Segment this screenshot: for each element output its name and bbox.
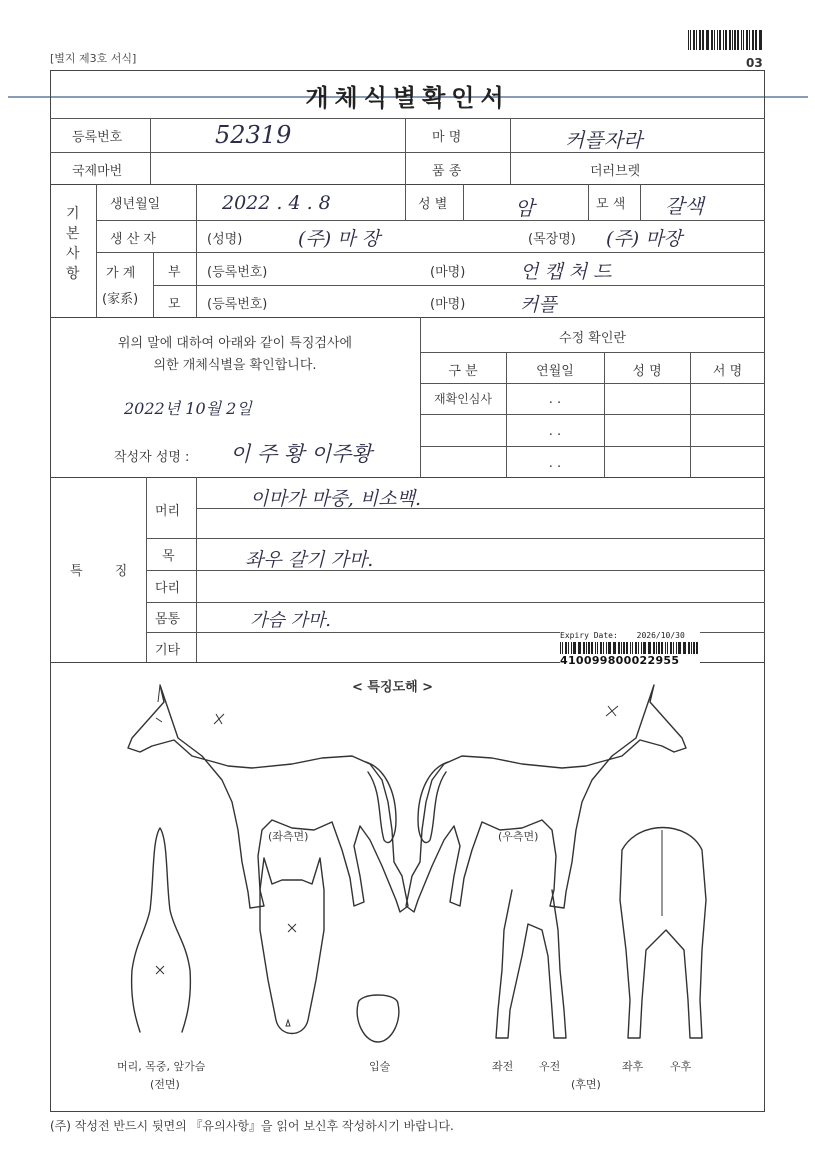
sire-name-value: 언 캡 처 드: [520, 261, 612, 283]
barcode-bar: [623, 642, 624, 654]
barcode-bar: [693, 642, 694, 654]
barcode-bar: [661, 642, 663, 654]
dam-registration-label: (등록번호): [207, 297, 268, 312]
pedigree-label: 가 계: [106, 266, 136, 281]
expiry-value: 2026/10/30: [636, 631, 685, 640]
barcode-bar: [706, 30, 707, 50]
horse-front-legs-view: [496, 890, 566, 1038]
sire-label: 부: [168, 265, 181, 280]
barcode-bar: [711, 30, 713, 50]
horse-diagram: [52, 680, 763, 1100]
barcode-bar: [690, 30, 691, 50]
barcode-bar: [560, 642, 561, 654]
barcode-bar: [755, 30, 757, 50]
head-label: 머리: [155, 504, 181, 519]
statement-line-2: 의한 개체식별을 확인합니다.: [153, 358, 317, 373]
amendment-row-date: . .: [548, 424, 562, 439]
horse-front-neck-view: [132, 828, 191, 1032]
birth-date-value: 2022 . 4 . 8: [222, 192, 331, 214]
right-side-caption: (우측면): [498, 830, 539, 843]
legs-label: 다리: [155, 581, 181, 596]
producer-name-label: (성명): [207, 232, 243, 247]
barcode-bar: [723, 30, 724, 50]
intl-number-label: 국제마번: [72, 164, 123, 179]
id-sticker: [560, 631, 700, 667]
form-number-label: [별지 제3호 서식]: [50, 52, 137, 65]
barcode-bar: [737, 30, 739, 50]
features-section-label: 특 징: [70, 564, 142, 579]
sticker-code: 410099800022955: [560, 654, 680, 667]
sire-name-label: (마명): [430, 265, 466, 280]
body-value: 가슴 가마.: [250, 610, 331, 631]
barcode-bar: [678, 642, 680, 654]
rear-view-label: (후면): [571, 1078, 601, 1091]
breed-value: 더러브렛: [590, 164, 641, 179]
barcode-bar: [743, 30, 744, 50]
barcode-bar: [562, 642, 563, 654]
barcode-bar: [641, 642, 642, 654]
confirmation-date: 2022년 10월 2일: [124, 399, 252, 418]
barcode-bar: [696, 642, 698, 654]
dam-name-label: (마명): [430, 297, 466, 312]
muzzle-caption: 입술: [369, 1060, 391, 1073]
pedigree-hanja: (家系): [102, 292, 139, 307]
horse-hind-legs-view: [620, 828, 706, 1039]
barcode-bar: [597, 642, 598, 654]
registration-number-label: 등록번호: [72, 130, 123, 145]
neck-label: 목: [162, 549, 175, 564]
barcode-bar: [603, 642, 604, 654]
barcode-bar: [579, 642, 580, 654]
barcode-bar: [656, 642, 657, 654]
registration-number-value: 52319: [215, 121, 292, 149]
barcode-bar: [702, 30, 704, 50]
barcode-bar: [595, 642, 596, 654]
barcode-bar: [741, 30, 742, 50]
front-view-label: (전면): [150, 1078, 180, 1091]
footnote: (주) 작성전 반드시 뒷면의 『유의사항』을 읽어 보신후 작성하시기 바랍니다.: [50, 1119, 454, 1133]
producer-name-value: (주) 마 장: [298, 228, 380, 250]
barcode-bar: [683, 642, 684, 654]
barcode-bar: [749, 30, 750, 50]
barcode-bar: [688, 30, 689, 50]
barcode-bar: [626, 642, 628, 654]
barcode-bar: [725, 30, 726, 50]
barcode-bar: [648, 642, 649, 654]
barcode-bar: [693, 30, 695, 50]
hind-right-caption: 우후: [670, 1060, 692, 1073]
horse-left-side: [128, 685, 408, 912]
amendment-header-sign: 서 명: [712, 364, 743, 379]
barcode-bar: [696, 30, 697, 50]
statement-line-1: 위의 말에 대하여 아래와 같이 특징검사에: [117, 336, 353, 351]
barcode-bar: [688, 642, 690, 654]
barcode-bar: [586, 642, 587, 654]
horse-muzzle-view: [357, 995, 399, 1042]
barcode-bar: [568, 642, 569, 654]
barcode-bar: [717, 30, 718, 50]
hind-left-caption: 좌후: [622, 1060, 644, 1073]
top-barcode: [688, 30, 764, 50]
front-left-caption: 좌전: [492, 1060, 514, 1073]
barcode-bar: [578, 642, 579, 654]
barcode-bar: [632, 642, 633, 654]
sex-label: 성 별: [418, 197, 448, 212]
barcode-bar: [676, 642, 677, 654]
barcode-bar: [746, 30, 748, 50]
barcode-bar: [729, 30, 731, 50]
sticker-barcode: [560, 642, 700, 654]
body-label: 몸통: [155, 612, 181, 627]
amendment-row-date: . .: [548, 392, 562, 407]
barcode-bar: [670, 642, 672, 654]
front-view-caption: 머리, 목중, 앞가슴: [117, 1060, 206, 1073]
dam-name-value: 커플: [520, 294, 557, 316]
barcode-bar: [635, 642, 637, 654]
amendment-title: 수정 확인란: [559, 331, 626, 346]
birth-date-label: 생년월일: [110, 197, 161, 212]
barcode-bar: [653, 642, 655, 654]
barcode-bar: [618, 642, 620, 654]
barcode-bar: [734, 30, 735, 50]
barcode-bar: [732, 30, 733, 50]
amendment-row-category: 재확인심사: [434, 392, 492, 406]
barcode-bar: [583, 642, 585, 654]
barcode-bar: [714, 30, 715, 50]
producer-label: 생 산 자: [110, 232, 156, 247]
amendment-row-date: . .: [548, 456, 562, 471]
barcode-bar: [614, 642, 615, 654]
barcode-bar: [673, 642, 674, 654]
left-side-caption: (좌측면): [268, 830, 309, 843]
sex-value: 암: [515, 196, 535, 220]
barcode-bar: [649, 642, 650, 654]
barcode-bar: [613, 642, 614, 654]
barcode-bar: [719, 30, 721, 50]
barcode-bar: [760, 30, 761, 50]
page-number: 03: [746, 56, 763, 70]
barcode-bar: [608, 642, 610, 654]
breed-label: 품 종: [432, 164, 462, 179]
barcode-bar: [573, 642, 575, 654]
barcode-bar: [665, 642, 666, 654]
barcode-bar: [591, 642, 593, 654]
amendment-header-date: 연월일: [536, 364, 574, 379]
horse-right-side: [406, 685, 686, 912]
barcode-bar: [630, 642, 631, 654]
dam-label: 모: [168, 297, 181, 312]
basic-section-label: 기본사항: [66, 206, 80, 282]
coat-value: 갈색: [665, 194, 704, 218]
horse-head-front-view: [260, 858, 324, 1034]
barcode-bar: [600, 642, 602, 654]
diagram-title: < 특징도해 >: [352, 680, 434, 695]
barcode-bar: [588, 642, 589, 654]
barcode-bar: [638, 642, 639, 654]
barcode-bar: [699, 30, 700, 50]
barcode-bar: [565, 642, 567, 654]
sire-registration-label: (등록번호): [207, 265, 268, 280]
barcode-bar: [707, 30, 708, 50]
barcode-bar: [667, 642, 668, 654]
barcode-bar: [643, 642, 645, 654]
barcode-bar: [606, 642, 607, 654]
farm-label: (목장명): [528, 232, 576, 247]
barcode-bar: [684, 642, 685, 654]
horse-name-value: 커플자라: [565, 128, 643, 152]
barcode-bar: [752, 30, 753, 50]
neck-value: 좌우 갈기 가마.: [245, 549, 374, 571]
barcode-bar: [691, 642, 692, 654]
author-label: 작성자 성명 :: [114, 450, 190, 465]
other-label: 기타: [155, 643, 181, 658]
barcode-bar: [571, 642, 572, 654]
expiry-label: Expiry Date:: [560, 631, 618, 640]
barcode-bar: [759, 30, 760, 50]
barcode-bar: [621, 642, 622, 654]
amendment-header-name: 성 명: [632, 364, 662, 379]
head-value: 이마가 마중, 비소백.: [250, 488, 421, 510]
coat-label: 모 색: [596, 197, 626, 212]
amendment-header-category: 구 분: [448, 364, 478, 379]
farm-value: (주) 마장: [606, 228, 682, 250]
front-right-caption: 우전: [539, 1060, 561, 1073]
document-title: 개체식별확인서: [305, 84, 510, 112]
author-signature: 이 주 황 이주황: [230, 442, 372, 466]
horse-name-label: 마 명: [432, 130, 462, 145]
barcode-bar: [658, 642, 659, 654]
